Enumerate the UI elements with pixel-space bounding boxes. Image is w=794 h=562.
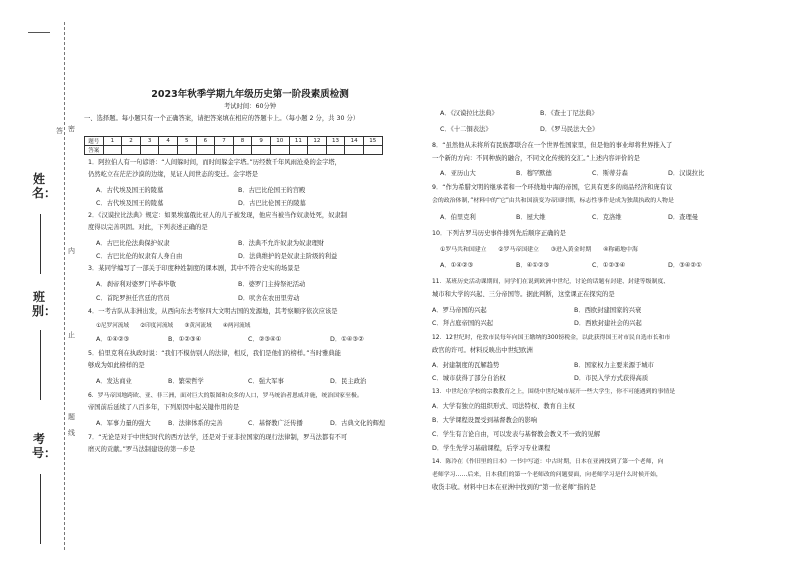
q13-option-d[interactable]: D．学生先学习基础课程，后学习专业课程 [432,445,551,452]
q9-option-b[interactable]: B．屋大维 [516,214,546,221]
answer-table-number: 9 [252,137,271,146]
binding-char-da: 答 [56,127,63,135]
question-6: 6．罗马帝国地跨欧、亚、非三洲，面对巨大的版图和众多的人口，罗马统治者恩威并施，统治国家至极。 [88,393,363,399]
q11-option-a[interactable]: A．罗马帝国的兴起 [432,307,487,314]
question-11: 11．某班历史活动课期间，同学们在说到欧洲中世纪，讨论的话题有封建、封建等级制度、 [432,279,670,285]
question-9-cont: 会的政治体制，”材料中的“它”由共和国演变为帝国时期，标志性事件是成为独裁执政的人物是 [432,198,674,204]
q7-option-c[interactable]: C．《十二铜表法》 [440,126,492,133]
answer-cell[interactable] [270,146,289,155]
question-1: 1．阿拉伯人有一句谚语：“人间躲时间，而时间躲金字塔。”历经数千年风雨沧桑的金字塔， [88,159,341,166]
answer-cell[interactable] [215,146,234,155]
q4-option-c[interactable]: C．②③④① [248,336,282,343]
question-14-cont2: 收货丰收。材料中日本在亚洲中找到的“第一位老师”指的是 [432,484,596,491]
q13-option-a[interactable]: A．大学有独立的组织形式、司法特权、教育自主权 [432,403,575,410]
q2-option-c[interactable]: C．古巴比伦的奴隶有人身自由 [96,253,183,260]
q11-option-b[interactable]: B．西欧封建国家的兴衰 [574,307,642,314]
question-8-cont: 一个新的方向：不同种族的融合，不同文化传统的交汇。”上述内容评价的是 [432,155,640,162]
binding-dashed-line [64,22,65,550]
q10-option-a[interactable]: A．①④②③ [440,262,474,269]
section-instructions: 一、选择题。每小题只有一个正确答案，请把答案填在相应的答题卡上。（每小题 2 分，共 30 分） [84,115,360,122]
q4-option-d[interactable]: D．①④③② [330,336,364,343]
class-line[interactable] [40,330,41,400]
answer-table-number: 10 [270,137,289,146]
answer-cell[interactable] [177,146,196,155]
question-13: 13．中世纪在学校的宗教教育之上，围绕中世纪城市展开一些大学生，你不可能遇到的事情是 [432,389,676,395]
q11-option-d[interactable]: D．西欧封建社会的兴起 [574,320,642,327]
binding-char-xian: 线 [68,429,75,437]
answer-table-number: 12 [308,137,327,146]
q13-option-c[interactable]: C．学生有言论自由，可以发表与基督教会教义不一致的见解 [432,431,601,438]
q1-option-a[interactable]: A．古代埃及国王的陵墓 [96,187,164,194]
q7-option-d[interactable]: D．《罗马民法大全》 [540,126,599,133]
name-label: 姓名： [32,172,57,200]
q8-option-a[interactable]: A．亚历山大 [440,170,476,177]
number-line[interactable] [40,474,41,544]
binding-margin [0,0,84,562]
binding-char-mi: 密 [68,125,75,133]
answer-cell[interactable] [289,146,308,155]
corner-mark [28,32,50,33]
answer-cell[interactable] [196,146,215,155]
q10-option-c[interactable]: C．①②③④ [592,262,626,269]
question-5: 5．伯里克利在执政时说：“我们不模仿别人的法律，相反，我们是他们的榜样。”当时雅典能 [88,350,341,357]
q12-option-d[interactable]: D．市民入学方式获得高质 [574,375,649,382]
q5-option-a[interactable]: A．发达商业 [96,378,132,385]
q3-option-a[interactable]: A．刹帝利对婆罗门毕恭毕敬 [96,281,176,288]
answer-table-number: 11 [289,137,308,146]
q4-rivers: ①尼罗河流域 ②印度河流域 ③黄河流域 ④两河流域 [96,323,251,329]
question-11-cont: 城市和大学的兴起、三分帝国等。据此判断，这堂课正在探究的是 [432,291,615,298]
question-2-cont: 度得以完善巩固。对此，下列表述正确的是 [88,224,208,231]
q13-option-b[interactable]: B．大学课程设置受到基督教会的影响 [432,417,538,424]
answer-table-number: 3 [140,137,159,146]
q9-option-a[interactable]: A．伯里克利 [440,214,476,221]
q5-option-c[interactable]: C．强大军事 [248,378,284,385]
answer-table-number: 1 [103,137,122,146]
question-14: 14．陈冷在《作旧里的日本》一书中写道：中古时期，日本在亚洲找到了第一个老师，向 [432,459,664,465]
question-12-cont: 政官的许可。材料反映出中世纪欧洲 [432,347,533,354]
q7-option-a[interactable]: A．《汉谟拉比法典》 [440,110,498,117]
answer-table-number: 15 [363,137,382,146]
answer-cell[interactable] [326,146,345,155]
q3-option-c[interactable]: C．首陀罗担任宫廷的官员 [96,295,170,302]
answer-cell[interactable] [308,146,327,155]
answer-cell[interactable] [140,146,159,155]
q10-items: ①罗马共和国建立 ②罗马帝国建立 ③进入黄金时期 ④称霸地中海 [440,247,638,253]
question-12: 12．12世纪时，伦敦市民每年向国王缴纳的300镑税金，以此获得国王对市民自选市长和市 [432,335,671,341]
binding-char-nei: 内 [68,247,75,255]
binding-char-zhi: 止 [68,331,75,339]
question-2: 2．《汉谟拉比法典》规定：如果埃塞俄比亚人的儿子被发现，他应当被当作奴隶处死，奴隶制 [88,212,348,219]
binding-char-ti: 题 [68,413,75,421]
question-9: 9．“作为希腊文明的继承者和一个环绕地中海的帝国，它具有更多的商品经济和庞有议 [432,184,673,191]
answer-cell[interactable] [345,146,364,155]
q10-option-d[interactable]: D．③④②① [668,262,702,269]
exam-time: 考试时间：60分钟 [223,103,277,110]
answer-table-number: 2 [122,137,141,146]
answer-cell[interactable] [122,146,141,155]
q4-option-b[interactable]: B．①②③④ [168,336,202,343]
q5-option-d[interactable]: D．民主政治 [330,378,367,385]
exam-title: 2023年秋季学期九年级历史第一阶段素质检测 [151,89,349,100]
q1-option-d[interactable]: D．古巴比伦国王的陵墓 [238,200,306,207]
q2-option-b[interactable]: B．法典不允许奴隶为奴隶理财 [238,240,325,247]
q12-option-c[interactable]: C．城市获得了部分自治权 [432,375,506,382]
question-7-cont: 磨灭的贡献。”罗马法制建设的第一步是 [88,446,196,453]
question-10: 10．下列古罗马历史事件排列先后顺序正确的是 [432,230,566,237]
name-line[interactable] [40,214,41,274]
q12-option-a[interactable]: A．封建制度的瓦解趋势 [432,362,500,369]
q12-option-b[interactable]: B．国家权力主要来源于城市 [574,362,654,369]
q6-option-a[interactable]: A．军事力量的强大 [96,420,151,427]
answer-cell[interactable] [252,146,271,155]
answer-table [84,136,383,155]
q4-option-a[interactable]: A．①④②③ [96,336,130,343]
q6-option-b[interactable]: B．法律体系的完善 [168,420,223,427]
question-5-cont: 够成为如此榜样的是 [88,362,145,369]
q6-option-d[interactable]: D．古典文化的辉煌 [330,420,386,427]
question-6-cont: 帝国前后延续了八百多年，下列原因中起关键作用的是 [88,404,240,411]
q8-option-b[interactable]: B．穆罕默德 [516,170,552,177]
answer-cell[interactable] [103,146,122,155]
answer-table-number: 5 [177,137,196,146]
answer-cell[interactable] [233,146,252,155]
number-label: 考号： [32,432,57,460]
answer-table-header: 答案 [85,146,104,155]
question-7: 7．“无论是对于中世纪时代的西方法学，还是对于亚非拉国家的现行法律制，罗马法都有不可 [88,434,348,441]
question-14-cont: 老师学习……后来，日本我们的第一个老师改的问题要面，向老师学习是什么时候开始， [432,472,662,478]
answer-table-header: 题号 [85,137,104,146]
question-8: 8．“虽然他从未将所有民族都联合在一个世界性国家里，但是他的事业却将世界推入了 [432,142,673,149]
class-label: 班别： [32,290,57,318]
answer-table-number: 14 [345,137,364,146]
answer-table-number: 7 [215,137,234,146]
q6-option-c[interactable]: C．基督教广泛传播 [248,420,303,427]
q9-option-d[interactable]: D．查理曼 [668,214,699,221]
q3-option-b[interactable]: B．婆罗门主持祭祀活动 [238,281,306,288]
answer-table-number: 13 [326,137,345,146]
q1-option-c[interactable]: C．古代埃及国王的陵墓 [96,200,164,207]
q2-option-d[interactable]: D．法典维护的是奴隶主阶级的利益 [238,253,338,260]
answer-table-number: 8 [233,137,252,146]
answer-cell[interactable] [363,146,382,155]
answer-table-number: 6 [196,137,215,146]
question-1-cont: 仍然屹立在茫茫沙漠的边缘，见证人间世态的变迁。金字塔是 [88,171,259,178]
q1-option-b[interactable]: B．古巴比伦国王的宫殿 [238,187,306,194]
q7-option-b[interactable]: B．《查士丁尼法典》 [540,110,598,117]
q3-option-d[interactable]: D．吠舍在农田里劳动 [238,295,300,302]
answer-table-row-numbers [85,137,383,146]
answer-table-row-answers [85,146,383,155]
q8-option-d[interactable]: D．汉谟拉比 [668,170,705,177]
question-3: 3．某同学编写了一部关于印度种姓制度的课本剧，其中不符合史实的场景是 [88,265,300,272]
q11-option-c[interactable]: C．拜占庭帝国的兴起 [432,320,494,327]
answer-table-number: 4 [159,137,178,146]
q8-option-c[interactable]: C．斯蒂芬森 [592,170,628,177]
q5-option-b[interactable]: B．繁荣哲学 [168,378,204,385]
q10-option-b[interactable]: B．④①②③ [516,262,550,269]
q2-option-a[interactable]: A．古巴比伦法典保护奴隶 [96,240,170,247]
question-4: 4．一考古队从非洲出发，从西向东去考察四大文明古国的发源地，其考察顺序依次应该是 [88,308,338,315]
answer-cell[interactable] [159,146,178,155]
q9-option-c[interactable]: C．克洛维 [592,214,622,221]
